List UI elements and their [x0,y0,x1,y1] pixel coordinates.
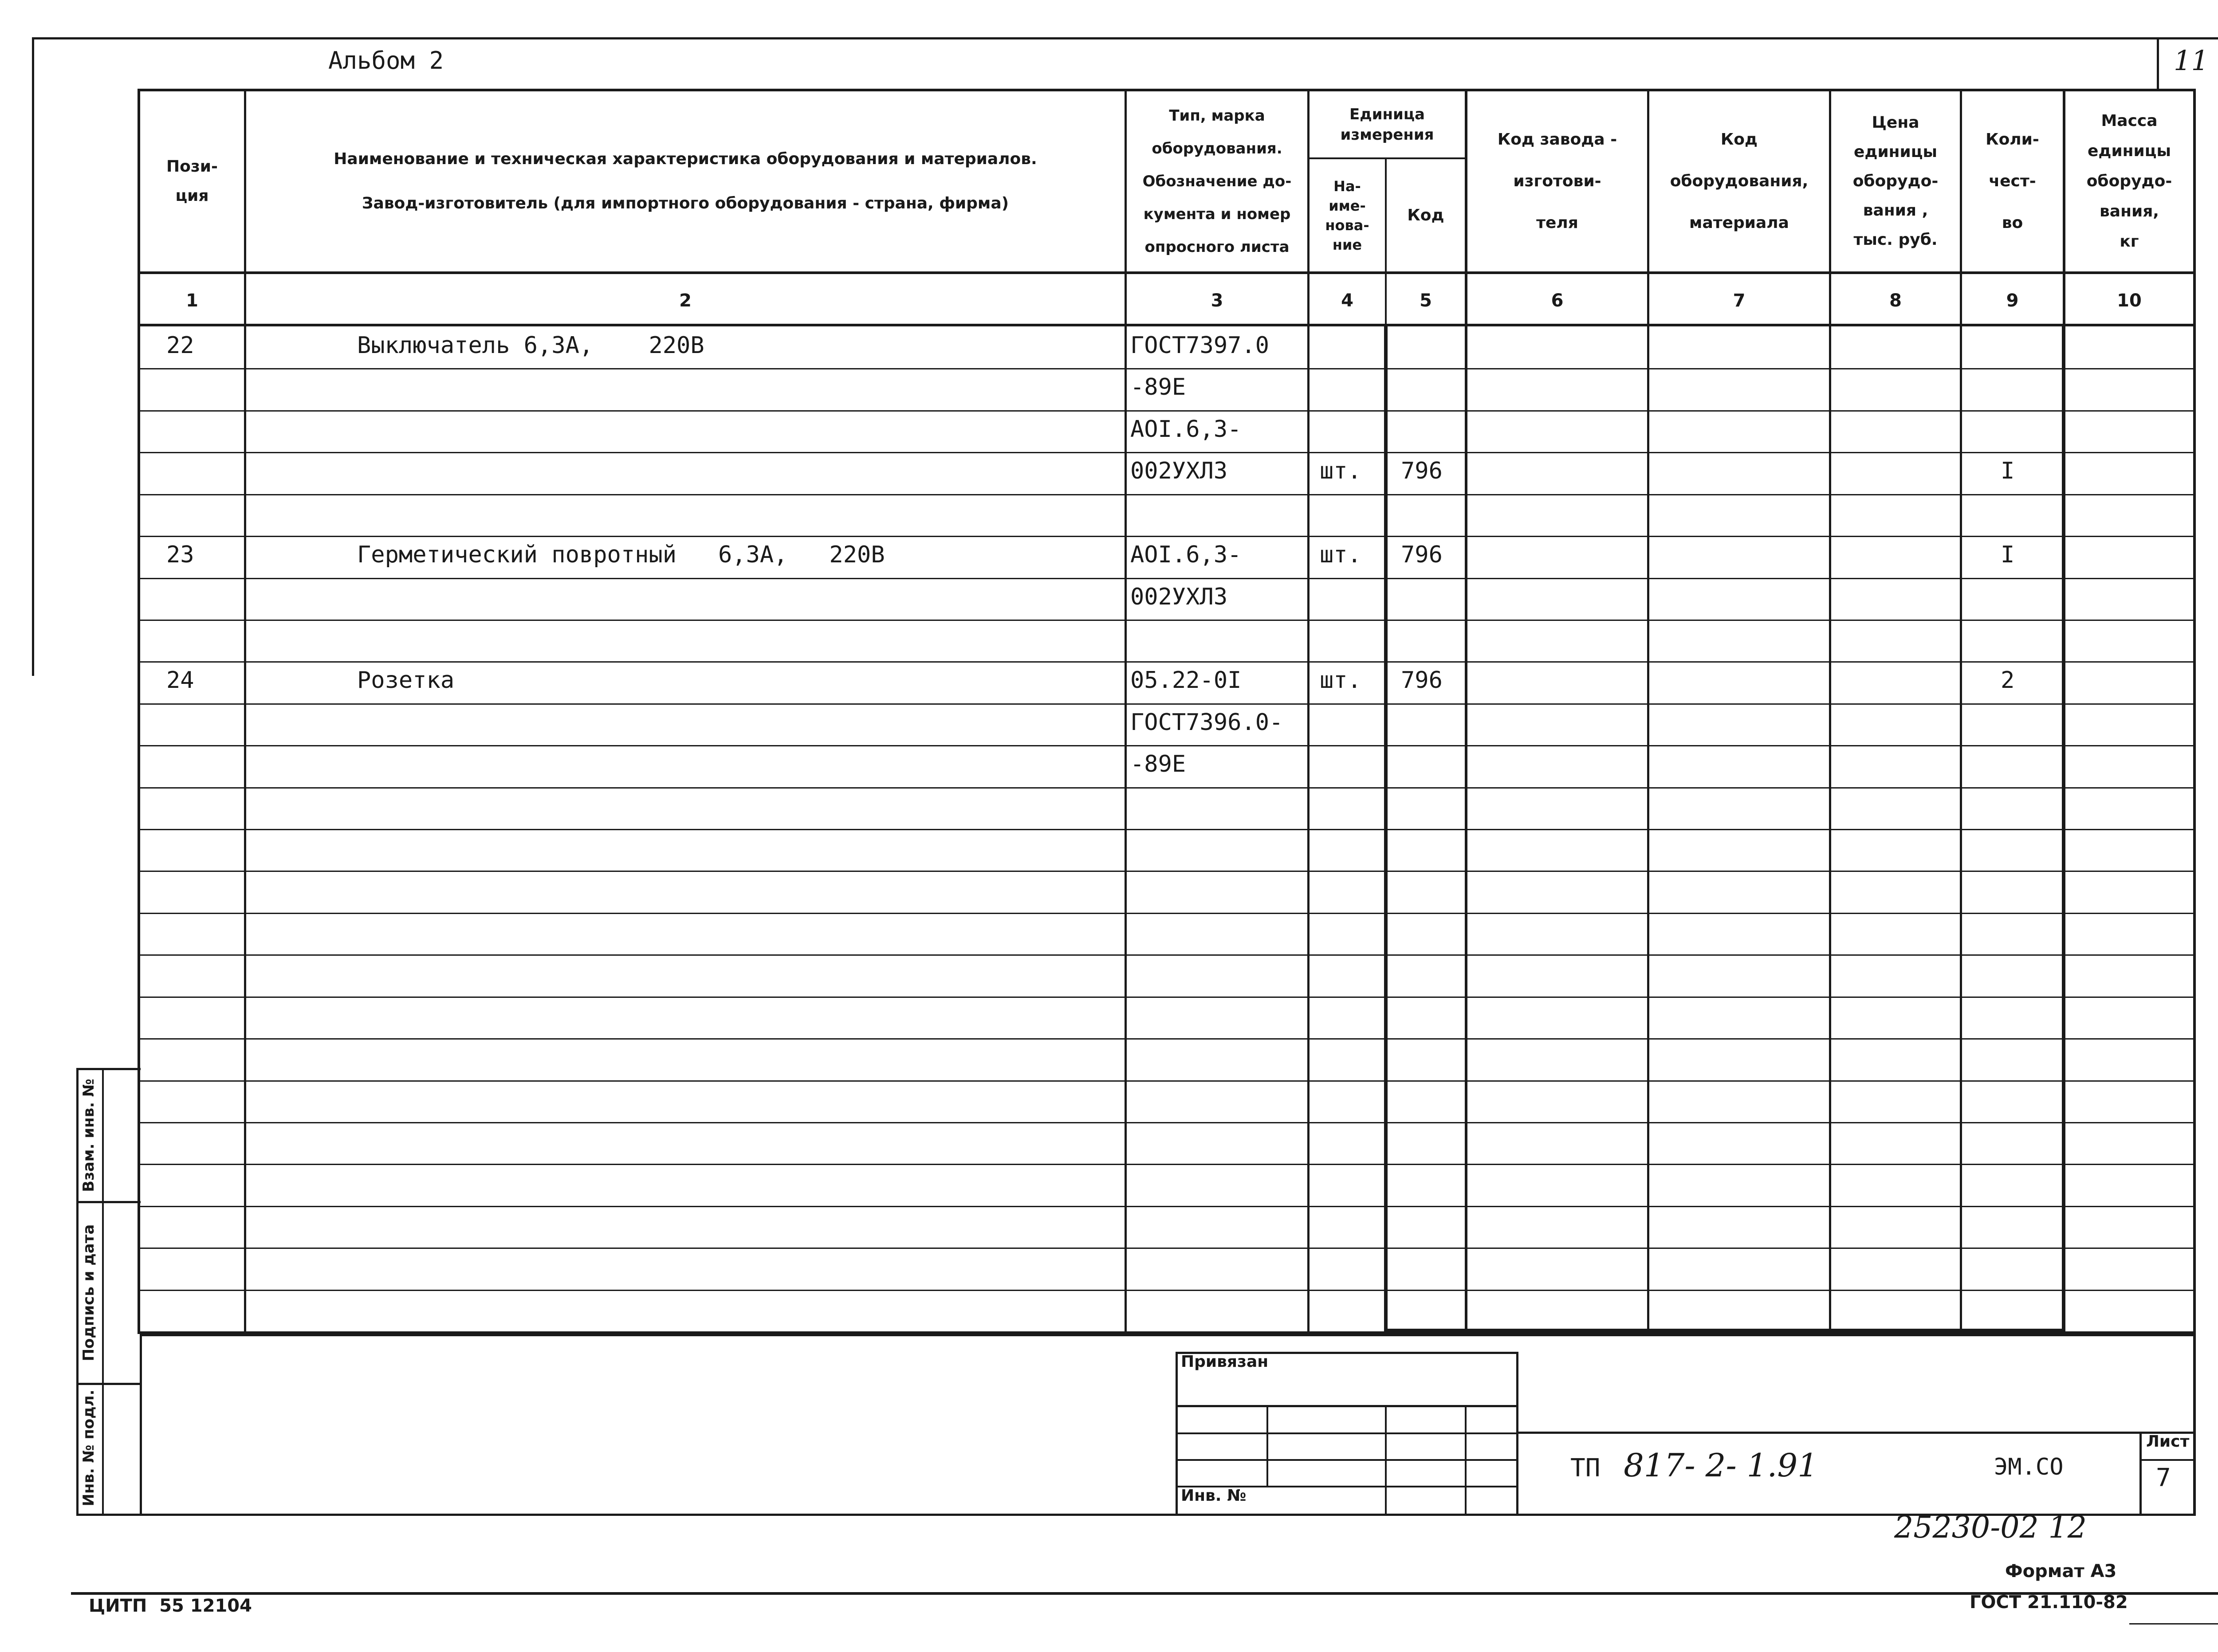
column-number: 7 [1733,290,1746,311]
column-number: 4 [1341,290,1353,311]
header-factory-code: Код завода - изготови- теля [1497,130,1617,232]
sheet-label: Лист [2146,1432,2190,1451]
column-number: 6 [1551,290,1564,311]
position-cell: 23 [166,542,194,568]
column-number: 10 [2117,290,2142,311]
column-number: 9 [2006,290,2019,311]
document-mark: ЭМ.СО [1994,1454,2064,1480]
stamp-replacement-inv: Взам. инв. № [80,1079,98,1192]
stamp-signature-date: Подпись и дата [80,1224,98,1362]
publisher-stamp: ЦИТП 55 12104 [89,1596,252,1616]
unit-code-cell: 796 [1401,458,1443,484]
type-mark-cell: АОI.6,3- [1130,416,1242,443]
type-mark-cell: ГОСТ7396.0- [1130,709,1283,736]
header-type: Тип, марка оборудования. Обозначение до- кумента и номер опросного листа [1142,107,1292,256]
position-cell: 24 [166,667,194,694]
type-mark-cell: -89Е [1130,374,1186,400]
unit-name-cell: шт. [1320,458,1361,484]
type-mark-cell: -89Е [1130,751,1186,777]
column-number: 8 [1889,290,1902,311]
column-number: 3 [1211,290,1223,311]
item-name-cell: Выключатель 6,3А, 220В [357,332,704,359]
gost-label: ГОСТ 21.110-82 [1970,1592,2128,1613]
type-mark-cell: 05.22-0I [1130,667,1242,694]
sheet-number: 7 [2156,1464,2171,1492]
quantity-cell: 2 [2001,667,2015,694]
type-mark-cell: ГОСТ7397.0 [1130,332,1270,359]
corner-page-number: 11 [2174,44,2209,77]
column-number: 2 [679,290,692,311]
quantity-cell: I [2001,458,2015,484]
unit-code-cell: 796 [1401,542,1443,568]
archive-number: 25230-02 12 [1894,1510,2087,1545]
position-cell: 22 [166,332,194,359]
header-unit-name: На- име- нова- ние [1325,177,1369,253]
header-unit-code: Код [1407,206,1444,224]
header-unit-group: Единица измерения [1340,105,1434,144]
type-mark-cell: 002УХЛ3 [1130,584,1228,610]
column-number: 1 [186,290,198,311]
header-name: Наименование и техническая характеристика оборудования и материалов. Завод-изготовитель (для импортного оборудования - страна, фирма) [334,150,1037,212]
header-price: Цена единицы оборудо- вания , тыс. руб. [1852,114,1939,249]
type-mark-cell: АОI.6,3- [1130,542,1242,568]
header-equipment-code: Код оборудования, материала [1670,130,1809,232]
unit-name-cell: шт. [1320,542,1361,568]
header-mass: Масса единицы оборудо- вания, кг [2086,112,2172,251]
type-mark-cell: 002УХЛ3 [1130,458,1228,484]
item-name-cell: Герметический повротный 6,3А, 220В [357,542,885,568]
stamp-original-inv: Инв. № подл. [80,1389,98,1507]
format-label: Формат А3 [2005,1561,2117,1581]
item-name-cell: Розетка [357,667,455,694]
inventory-number-label: Инв. № [1181,1487,1247,1505]
column-number: 5 [1420,290,1432,311]
designation-number: 817- 2- 1.91 [1624,1447,1818,1484]
header-quantity: Коли- чест- во [1986,130,2039,232]
album-label: Альбом 2 [328,47,444,75]
privyazan-label: Привязан [1181,1353,1269,1371]
unit-name-cell: шт. [1320,667,1361,694]
unit-code-cell: 796 [1401,667,1443,694]
header-position: Пози- ция [166,157,218,205]
designation-prefix: ТП [1570,1454,1601,1483]
quantity-cell: I [2001,542,2015,568]
